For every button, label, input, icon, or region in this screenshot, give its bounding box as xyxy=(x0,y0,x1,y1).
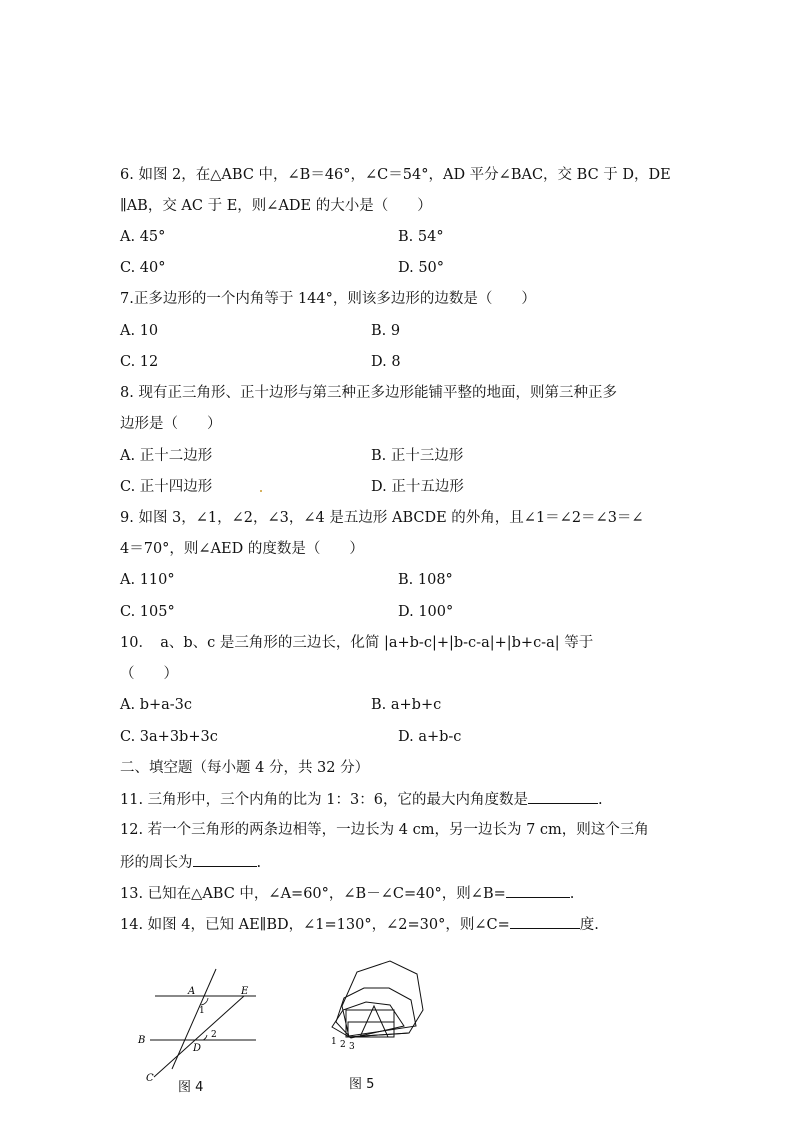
figure-5-caption: 图 5 xyxy=(349,1077,375,1092)
transversal-through-a xyxy=(172,969,216,1069)
q6-line1: 6. 如图 2，在△ABC 中，∠B＝46°，∠C＝54°，AD 平分∠BAC，交 BC 于 D，DE xyxy=(120,167,671,183)
q13-line xyxy=(120,883,574,904)
label-angle-2: 2 xyxy=(340,1040,346,1050)
q7-option-b: B. 9 xyxy=(371,323,401,339)
q13-answer-blank[interactable] xyxy=(506,883,570,898)
q10-option-d: D. a+b-c xyxy=(398,729,462,745)
q10-option-b: B. a+b+c xyxy=(371,697,442,713)
q9-option-c: C. 105° xyxy=(120,604,175,620)
q8-line2: 边形是（ ） xyxy=(120,416,222,432)
q6-option-d: D. 50° xyxy=(398,260,445,276)
q14-text: 14. 如图 4，已知 AE∥BD，∠1=130°，∠2=30°，则∠C= xyxy=(120,917,510,933)
label-angle-2: 2 xyxy=(211,1030,217,1040)
figure-4-caption: 图 4 xyxy=(178,1080,204,1095)
q9-line2: 4＝70°，则∠AED 的度数是（ ） xyxy=(120,541,364,557)
figure-4-diagram xyxy=(130,965,270,1085)
q8-option-a: A. 正十二边形 xyxy=(120,448,213,464)
q8-option-b: B. 正十三边形 xyxy=(371,448,464,464)
label-d: D xyxy=(193,1043,202,1054)
q14-answer-blank[interactable] xyxy=(510,914,580,929)
section-heading: 二、填空题（每小题 4 分，共 32 分） xyxy=(120,760,370,776)
q6-option-a: A. 45° xyxy=(120,229,166,245)
q6-option-c: C. 40° xyxy=(120,260,166,276)
q8-option-d: D. 正十五边形 xyxy=(371,479,464,495)
q11-end: . xyxy=(597,792,603,808)
q9-option-a: A. 110° xyxy=(120,572,175,588)
label-angle-1: 1 xyxy=(199,1006,205,1016)
q7-option-c: C. 12 xyxy=(120,354,159,370)
label-c: C xyxy=(146,1073,154,1084)
figure-5-diagram xyxy=(320,950,440,1070)
label-angle-1: 1 xyxy=(331,1037,337,1047)
q10-option-c: C. 3a+3b+3c xyxy=(120,729,218,745)
q7-option-a: A. 10 xyxy=(120,323,159,339)
stray-dot xyxy=(260,490,262,492)
q10-line2: （ ） xyxy=(120,666,178,682)
q8-line1: 8. 现有正三角形、正十边形与第三种正多边形能铺平整的地面，则第三种正多 xyxy=(120,385,617,401)
q12-line1: 12. 若一个三角形的两条边相等，一边长为 4 cm，另一边长为 7 cm，则这个三角 xyxy=(120,822,649,838)
q12-line2 xyxy=(120,852,261,873)
label-e: E xyxy=(241,986,249,997)
label-b: B xyxy=(138,1035,146,1046)
angle-2-arc xyxy=(203,1035,207,1040)
q12-text: 形的周长为 xyxy=(120,855,193,871)
q11-line xyxy=(120,789,603,810)
q12-end: . xyxy=(256,855,262,871)
q14-line xyxy=(120,914,599,935)
q11-answer-blank[interactable] xyxy=(528,789,598,804)
q9-option-d: D. 100° xyxy=(398,604,454,620)
q13-end: . xyxy=(569,886,575,902)
q6-option-b: B. 54° xyxy=(398,229,444,245)
q7-option-d: D. 8 xyxy=(371,354,401,370)
q11-text: 11. 三角形中，三个内角的比为 1：3：6，它的最大内角度数是 xyxy=(120,792,528,808)
q13-text: 13. 已知在△ABC 中，∠A=60°，∠B－∠C=40°，则∠B= xyxy=(120,886,506,902)
q12-answer-blank[interactable] xyxy=(193,852,257,867)
q8-option-c: C. 正十四边形 xyxy=(120,479,213,495)
q9-line1: 9. 如图 3，∠1，∠2，∠3，∠4 是五边形 ABCDE 的外角，且∠1＝∠2＝∠3＝∠ xyxy=(120,510,644,526)
q7-line1: 7.正多边形的一个内角等于 144°，则该多边形的边数是（ ） xyxy=(120,291,536,307)
q14-end: 度. xyxy=(579,917,599,933)
q10-option-a: A. b+a-3c xyxy=(120,697,193,713)
label-angle-3: 3 xyxy=(349,1042,355,1052)
q6-line2: ∥AB，交 AC 于 E，则∠ADE 的大小是（ ） xyxy=(120,198,432,214)
label-a: A xyxy=(188,986,196,997)
q10-line1: 10． a、b、c 是三角形的三边长，化简 |a+b-c|+|b-c-a|+|b+c-a| 等于 xyxy=(120,635,594,651)
q9-option-b: B. 108° xyxy=(398,572,453,588)
